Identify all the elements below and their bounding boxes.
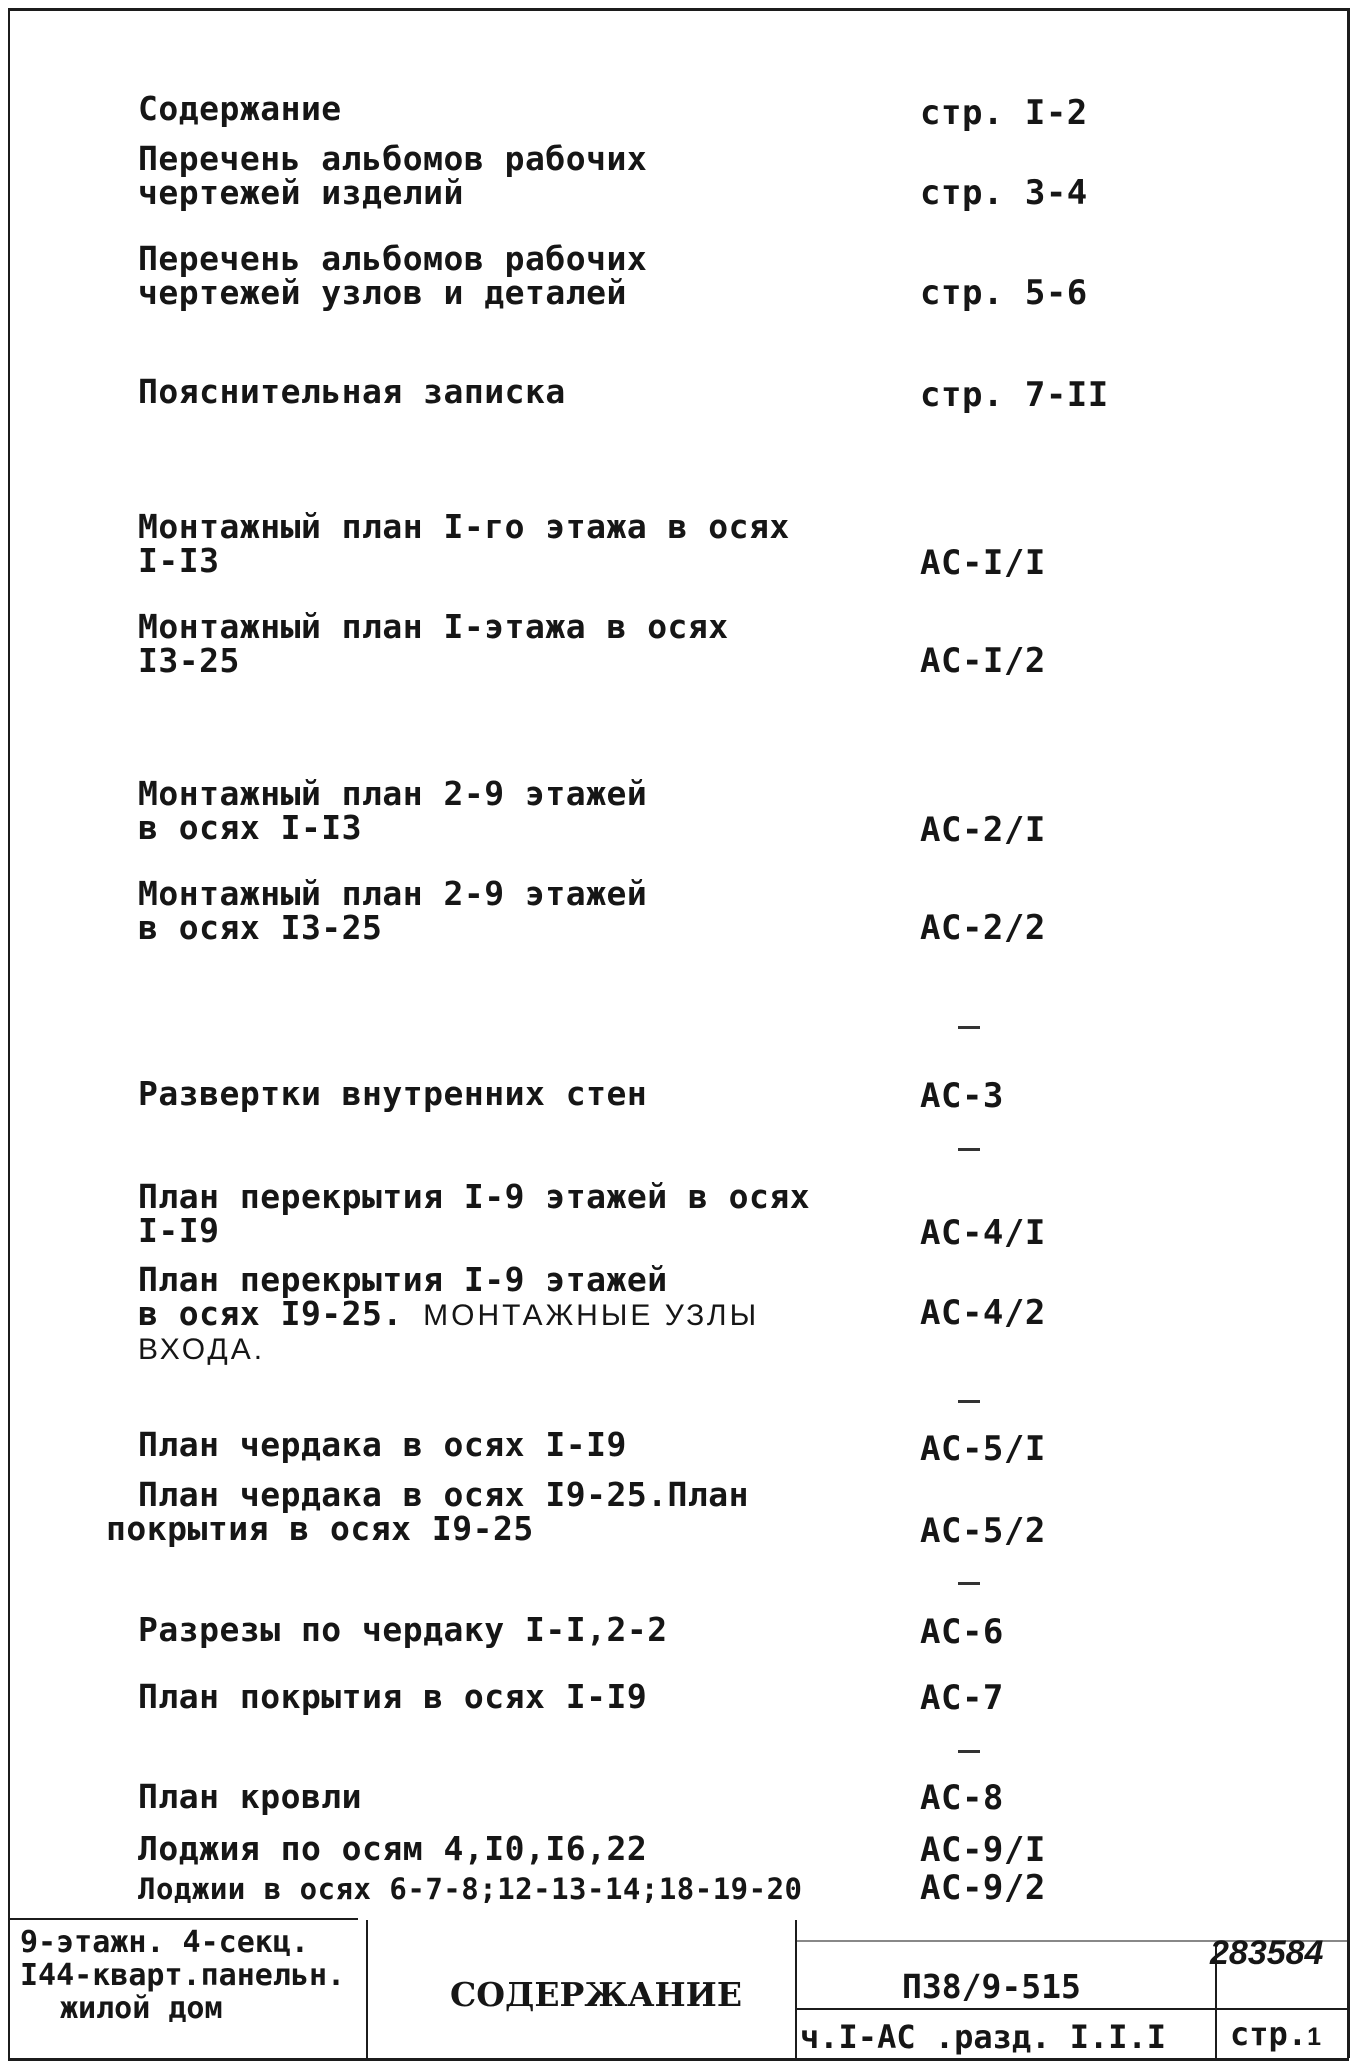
entry-title-line: в осях I-I3 [138, 808, 363, 847]
entry-title-line: План перекрытия I-9 этажей в осях [138, 1177, 811, 1216]
entry-title-line: Содержание [138, 89, 342, 128]
entry-title-line: покрытия в осях I9-25 [106, 1509, 534, 1548]
title-block-rule [366, 1920, 368, 2058]
entry-title [138, 1177, 811, 1250]
entry-title [138, 372, 566, 411]
page-indicator [1230, 2015, 1322, 2053]
entry-title [138, 1260, 760, 1367]
entry-title-line: Монтажный план 2-9 этажей [138, 774, 648, 813]
entry-title-line: Перечень альбомов рабочих [138, 139, 648, 178]
object-name [20, 1926, 345, 2025]
entry-page-ref: АС-I/2 [920, 641, 1046, 681]
frame-border-left [8, 8, 10, 2058]
frame-border-bottom [8, 2058, 1349, 2061]
entry-title [138, 774, 648, 847]
object-name-line: I44-кварт.панельн. [20, 1958, 346, 1993]
entry-page-ref: АС-I/I [920, 543, 1046, 583]
entry-title-line: Пояснительная записка [138, 372, 566, 411]
entry-page-ref: стр. 7-II [920, 375, 1109, 415]
entry-title [138, 139, 648, 212]
entry-page-ref: АС-7 [920, 1678, 1004, 1718]
entry-page-ref: АС-2/2 [920, 908, 1046, 948]
entry-page-ref: АС-4/2 [920, 1293, 1046, 1333]
entry-page-ref: стр. 3-4 [920, 173, 1088, 213]
entry-title-line: Перечень альбомов рабочих [138, 239, 648, 278]
title-block-rule [8, 1918, 358, 1920]
frame-border-top [8, 8, 1349, 11]
inventory-number: 283584 [1210, 1934, 1324, 1972]
separator-dash [958, 1026, 980, 1029]
entry-title-line: План чердака в осях I-I9 [138, 1425, 627, 1464]
handwritten-note: МОНТАЖНЫЕ УЗЛЫ [423, 1299, 760, 1332]
entry-title [138, 1610, 668, 1649]
separator-dash [958, 1750, 980, 1753]
entry-title [138, 1829, 648, 1868]
entry-page-ref: АС-8 [920, 1778, 1004, 1818]
entry-page-ref: АС-5/I [920, 1429, 1046, 1469]
separator-dash [958, 1400, 980, 1403]
entry-title-line: Лоджии в осях 6-7-8;12-13-14;18-19-20 [138, 1872, 803, 1906]
frame-border-right [1347, 8, 1350, 2058]
entry-title [106, 1475, 750, 1548]
entry-page-ref: АС-2/I [920, 810, 1046, 850]
entry-title [138, 89, 342, 128]
entry-title [138, 607, 729, 680]
entry-title-line: План кровли [138, 1777, 363, 1816]
entry-title-line: План перекрытия I-9 этажей [138, 1260, 668, 1299]
entry-title [138, 1872, 803, 1906]
object-name-line: 9-этажн. 4-секц. [20, 1925, 309, 1960]
entry-title [138, 507, 790, 580]
entry-title-line: Монтажный план 2-9 этажей [138, 874, 648, 913]
entry-title [138, 874, 648, 947]
part-section: ч.I-АС .разд. I.I.I [800, 2018, 1167, 2056]
entry-title [138, 1677, 648, 1716]
entry-title-line: I-I9 [138, 1211, 220, 1250]
entry-title [138, 1074, 648, 1113]
entry-page-ref: АС-9/2 [920, 1868, 1046, 1908]
entry-title-line: Монтажный план I-этажа в осях [138, 607, 729, 646]
project-code: П38/9-515 [902, 1967, 1081, 2006]
entry-title-line: в осях I3-25 [138, 908, 383, 947]
title-block-rule [797, 2008, 1347, 2010]
entry-title-line: чертежей изделий [138, 173, 464, 212]
page-label: стр. [1230, 2015, 1308, 2053]
handwritten-note: ВХОДА. [138, 1333, 266, 1366]
object-name-line: жилой дом [60, 1991, 223, 2026]
entry-title [138, 1777, 363, 1816]
entry-page-ref: АС-6 [920, 1612, 1004, 1652]
entry-title-line: чертежей узлов и деталей [138, 273, 627, 312]
separator-dash [958, 1148, 980, 1151]
page-number: 1 [1307, 2023, 1322, 2051]
entry-page-ref: АС-3 [920, 1076, 1004, 1116]
entry-title-line: Разрезы по чердаку I-I,2-2 [138, 1610, 668, 1649]
entry-title-line: План чердака в осях I9-25.План [138, 1475, 750, 1514]
entry-title-line: I-I3 [138, 541, 220, 580]
entry-title-line [138, 1294, 760, 1333]
entry-title-line: I3-25 [138, 641, 240, 680]
entry-title [138, 239, 648, 312]
sheet-title: СОДЕРЖАНИЕ [450, 1975, 743, 2014]
entry-title-line: План покрытия в осях I-I9 [138, 1677, 648, 1716]
separator-dash [958, 1582, 980, 1585]
entry-page-ref: АС-4/I [920, 1213, 1046, 1253]
entry-title-line: Монтажный план I-го этажа в осях [138, 507, 790, 546]
entry-title-text: в осях I9-25. [138, 1294, 403, 1333]
entry-page-ref: стр. 5-6 [920, 273, 1088, 313]
entry-page-ref: АС-9/I [920, 1830, 1046, 1870]
entry-page-ref: АС-5/2 [920, 1511, 1046, 1551]
entry-title [138, 1425, 627, 1464]
entry-page-ref: стр. I-2 [920, 93, 1088, 133]
entry-title-line: Развертки внутренних стен [138, 1074, 648, 1113]
entry-title-line: Лоджия по осям 4,I0,I6,22 [138, 1829, 648, 1868]
